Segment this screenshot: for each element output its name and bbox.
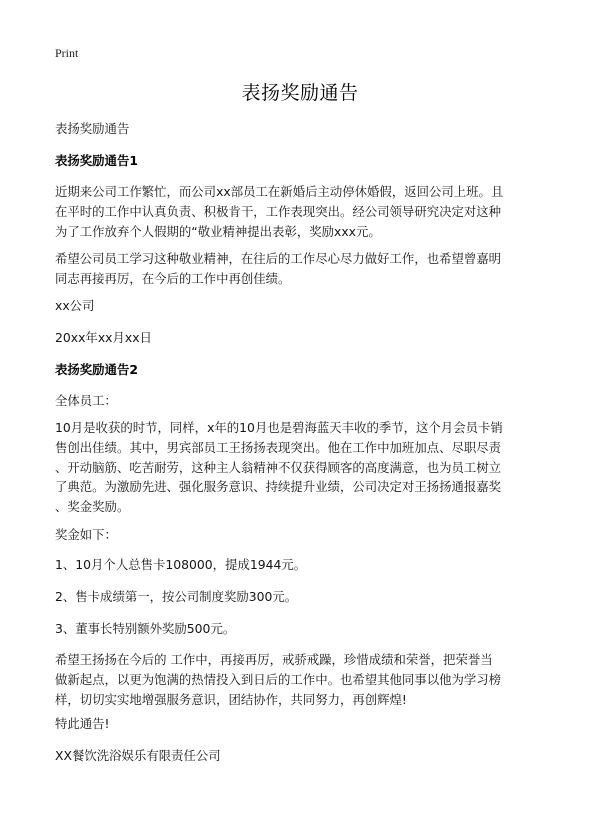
notice2-heading: 表扬奖励通告2 <box>55 362 138 377</box>
notice2-paragraph-1: 10月是收获的时节，同样，x年的10月也是碧海蓝天丰收的季节，这个月会员卡销 售创出佳绩。其中，男宾部员工王扬扬表现突出。他在工作中加班加点、尽职尽责 、开动脑筋、吃苦耐劳，这种主人翁精神不仅获得顾客的高度满意，也为员工树立 了典范。为激励先进、强化服务意识、持续提升业绩，公司决定对王扬扬通报嘉奖 、奖金奖励。 <box>55 420 503 515</box>
notice2-greeting: 全体员工： <box>55 393 117 408</box>
notice1-heading: 表扬奖励通告1 <box>55 153 138 168</box>
bonus-item-3: 3、董事长特别额外奖励500元。 <box>55 621 236 636</box>
notice1-paragraph-1: 近期来公司工作繁忙，而公司xx部员工在新婚后主动停休婚假，返回公司上班。且 在平时的工作中认真负责、积极肯干，工作表现突出。经公司领导研究决定对这种 为了工作放弃个人假期的“敬业精神提出表彰，奖励xxx元。 <box>55 184 504 239</box>
bonus-item-1: 1、10月个人总售卡108000，提成1944元。 <box>55 557 307 572</box>
notice2-paragraph-2: 希望王扬扬在今后的 工作中，再接再厉，戒骄戒躁，珍惜成绩和荣誉，把荣誉当 做新起点，以更为饱满的热情投入到日后的工作中。也希望其他同事以他为学习榜 样，切切实实地增强服务意识，团结协作，共同努力，再创辉煌! <box>55 652 502 707</box>
page-title: 表扬奖励通告 <box>241 82 359 104</box>
notice1-date: 20xx年xx月xx日 <box>55 330 152 345</box>
bonus-item-2: 2、售卡成绩第一，按公司制度奖励300元。 <box>55 589 298 604</box>
document-subtitle: 表扬奖励通告 <box>55 121 130 136</box>
notice2-closing: 特此通告! <box>55 716 110 731</box>
notice1-paragraph-2: 希望公司员工学习这种敬业精神，在往后的工作尽心尽力做好工作，也希望曾嘉明 同志再接再厉，在今后的工作中再创佳绩。 <box>55 251 502 286</box>
notice2-bonus-intro: 奖金如下： <box>55 527 117 542</box>
notice1-company: xx公司 <box>55 298 95 313</box>
print-link[interactable]: Print <box>55 46 79 60</box>
notice2-company: XX餐饮洗浴娱乐有限责任公司 <box>55 748 221 763</box>
